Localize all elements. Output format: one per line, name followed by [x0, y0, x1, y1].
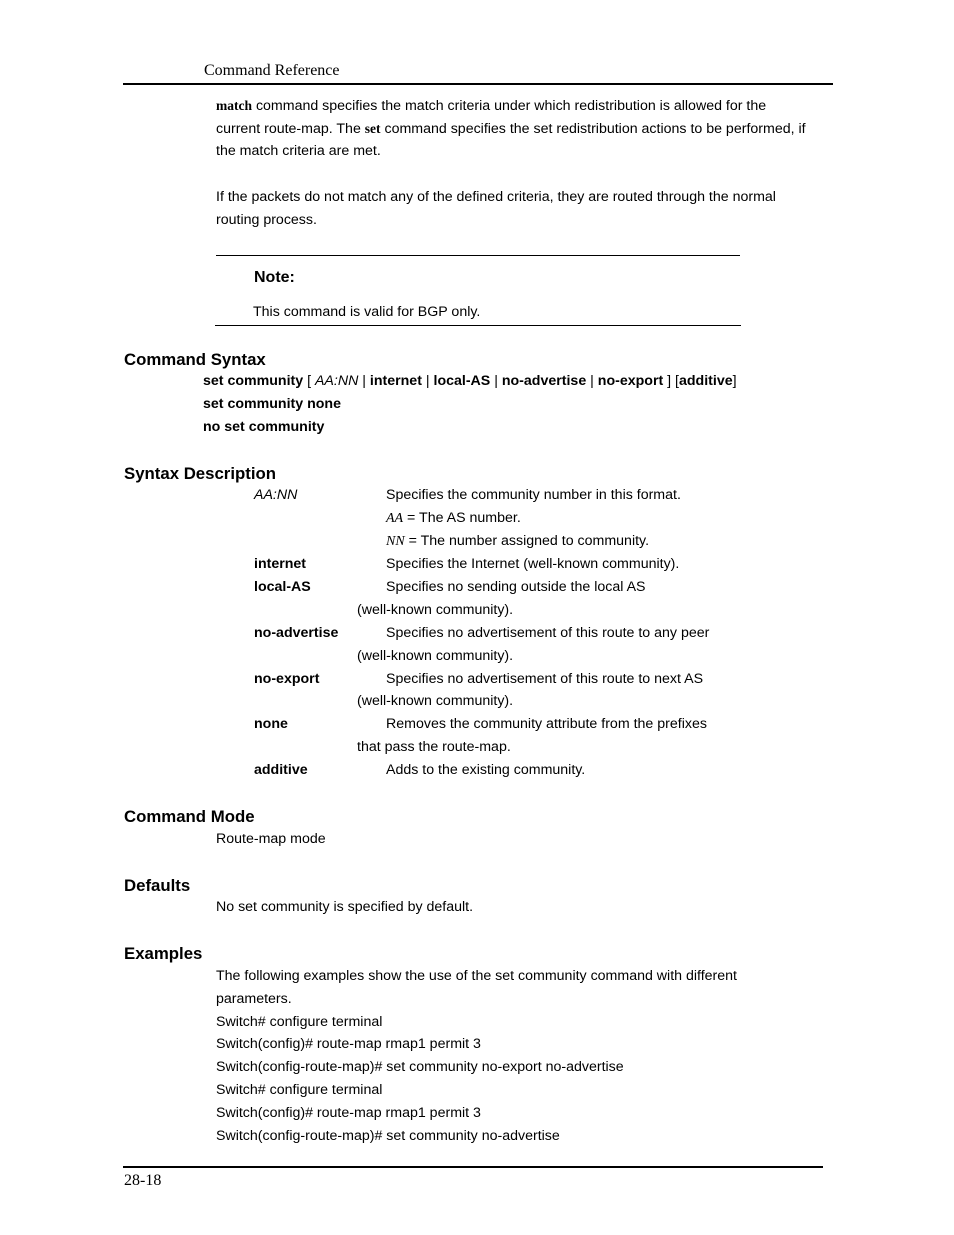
desc-term: local-AS [254, 579, 311, 595]
syntax-sep: | [358, 373, 370, 389]
syntax-additive: additive [679, 373, 733, 389]
desc-text-aann: Specifies the community number in this format. [386, 487, 681, 503]
intro-line-1-text: command specifies the match criteria under which redistribution is allowed for the [252, 98, 767, 114]
desc-text: Specifies no sending outside the local AS [386, 579, 646, 595]
desc-text: Adds to the existing community. [386, 762, 586, 778]
syntax-local-as: local-AS [433, 373, 491, 389]
desc-text: Specifies no advertisement of this route to any peer [386, 625, 710, 641]
syntax-no-export: no-export [597, 373, 664, 389]
defaults-heading: Defaults [124, 876, 191, 895]
note-label: Note: [254, 269, 295, 286]
command-mode-heading: Command Mode [124, 807, 255, 826]
desc-text-cont: (well-known community). [357, 693, 514, 709]
example-line: Switch# configure terminal [216, 1014, 383, 1030]
set-keyword: set [364, 121, 381, 136]
syntax-close: ] [ [663, 373, 679, 389]
page-number: 28-18 [124, 1172, 162, 1189]
syntax-no-advertise: no-advertise [501, 373, 587, 389]
page-header-title: Command Reference [204, 62, 340, 79]
command-syntax-heading: Command Syntax [124, 350, 266, 369]
desc-term-aann: AA:NN [254, 487, 298, 503]
desc-text: Specifies the Internet (well-known community). [386, 556, 680, 572]
header-rule [123, 83, 833, 85]
desc-text-cont: (well-known community). [357, 648, 514, 664]
aa-desc: = The AS number. [403, 510, 521, 526]
example-line: Switch# configure terminal [216, 1082, 383, 1098]
intro-para2-line-2: routing process. [216, 212, 317, 228]
desc-text: Removes the community attribute from the prefixes [386, 716, 707, 732]
syntax-sep: | [586, 373, 598, 389]
note-bottom-rule [215, 325, 741, 326]
syntax-end: ] [732, 373, 737, 389]
desc-term: internet [254, 556, 307, 572]
syntax-cmd: set community [203, 373, 304, 389]
examples-heading: Examples [124, 944, 203, 963]
syntax-aann: AA:NN [314, 373, 359, 389]
desc-term: no-export [254, 671, 320, 687]
desc-nn-line [386, 530, 649, 553]
desc-text-cont: that pass the route-map. [357, 739, 511, 755]
example-line: Switch(config)# route-map rmap1 permit 3 [216, 1036, 481, 1052]
desc-term: no-advertise [254, 625, 339, 641]
intro-line-2-pre: current route-map. The [216, 121, 365, 137]
intro-para2-line-1: If the packets do not match any of the defined criteria, they are routed through the normal [216, 189, 776, 205]
intro-line-1 [216, 94, 766, 118]
note-top-rule [216, 255, 740, 256]
examples-intro-line-1: The following examples show the use of the set community command with different [216, 968, 737, 984]
syntax-line-1 [203, 370, 737, 393]
desc-term: none [254, 716, 288, 732]
footer-rule [123, 1166, 823, 1168]
example-line: Switch(config-route-map)# set community no-advertise [216, 1128, 560, 1144]
desc-aa-line [386, 507, 521, 530]
syntax-sep: | [421, 373, 434, 389]
desc-term: additive [254, 762, 308, 778]
syntax-line-2: set community none [203, 396, 341, 412]
defaults-text: No set community is specified by default. [216, 899, 474, 915]
intro-line-2-rest: command specifies the set redistribution actions to be performed, if [380, 121, 806, 137]
examples-intro-line-2: parameters. [216, 991, 292, 1007]
nn-desc: = The number assigned to community. [404, 533, 650, 549]
desc-text: Specifies no advertisement of this route to next AS [386, 671, 704, 687]
syntax-line-3: no set community [203, 419, 325, 435]
intro-line-3: the match criteria are met. [216, 143, 381, 159]
aa-variable: AA [386, 511, 404, 526]
intro-line-2 [216, 117, 806, 141]
match-keyword: match [216, 98, 252, 113]
syntax-description-heading: Syntax Description [124, 464, 277, 483]
note-text: This command is valid for BGP only. [253, 304, 481, 320]
example-line: Switch(config)# route-map rmap1 permit 3 [216, 1105, 481, 1121]
command-mode-text: Route-map mode [216, 831, 326, 847]
syntax-sep: | [490, 373, 502, 389]
nn-variable: NN [386, 534, 405, 549]
syntax-internet: internet [369, 373, 422, 389]
example-line: Switch(config-route-map)# set community no-export no-advertise [216, 1059, 624, 1075]
desc-text-cont: (well-known community). [357, 602, 514, 618]
syntax-open: [ [303, 373, 315, 389]
